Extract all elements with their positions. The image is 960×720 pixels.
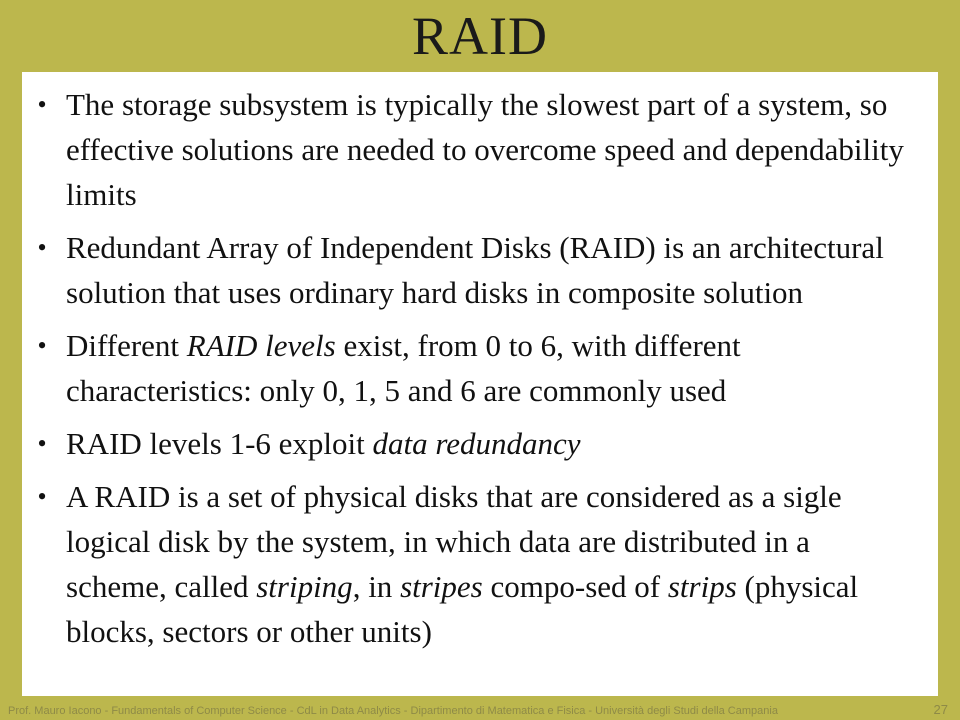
emphasized-term: RAID levels [186, 328, 336, 363]
emphasized-term: striping [256, 569, 353, 604]
bullet-item [32, 474, 914, 654]
bullet-text: A RAID is a set of physical disks that are considered as a sigle logical disk by the system, in which data are distributed in a scheme, called [66, 479, 842, 604]
bullet-icon: • [37, 90, 47, 119]
bullet-list [32, 82, 914, 654]
bullet-text: compo-sed of [482, 569, 668, 604]
bullet-text: The storage subsystem is typically the slowest part of a system, so effective solutions are needed to overcome speed and dependability limits [66, 87, 904, 212]
footer-credits: Prof. Mauro Iacono - Fundamentals of Computer Science - CdL in Data Analytics - Dipartimento di Matematica e Fisica - Università degli Studi della Campania [8, 705, 778, 717]
bullet-icon: • [37, 331, 47, 360]
emphasized-term: strips [667, 569, 737, 604]
bullet-text: (physical blocks, sectors or other units) [66, 569, 859, 649]
slide-title: RAID [412, 6, 548, 66]
bullet-icon: • [37, 429, 47, 458]
bullet-item [32, 323, 914, 413]
bullet-text: exist, from 0 to 6, with different characteristics: only 0, 1, 5 and 6 are commonly used [66, 328, 741, 408]
bullet-text: Different [66, 328, 187, 363]
bullet-text: , in [352, 569, 401, 604]
bullet-icon: • [37, 233, 47, 262]
bullet-icon: • [37, 482, 47, 511]
page-number: 27 [933, 702, 948, 717]
emphasized-term: data redundancy [372, 426, 581, 461]
bullet-item [32, 82, 914, 217]
bullet-item [32, 421, 914, 466]
emphasized-term: stripes [400, 569, 483, 604]
content-panel [22, 72, 938, 696]
bullet-text: Redundant Array of Independent Disks (RAID) is an architectural solution that uses ordinary hard disks in composite solution [66, 230, 884, 310]
bullet-item [32, 225, 914, 315]
bullet-text: RAID levels 1-6 exploit [66, 426, 373, 461]
